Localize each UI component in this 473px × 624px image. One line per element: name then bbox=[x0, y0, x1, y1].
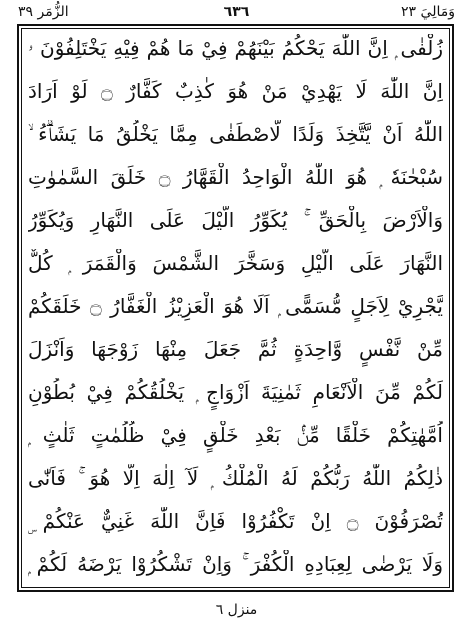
text-line: يَّجْرِيْ لِاَجَلٍ مُّسَمًّى ۭ اَلَا هُوَ الْعَزِيْزُ الْغَفَّارُ ۝ خَلَقَكُمْ bbox=[28, 294, 443, 318]
page-number: ٦٣٦ bbox=[223, 4, 250, 20]
text-line: اللّٰهُ اَنْ يَّتَّخِذَ وَلَدًا لَّاصْطَفٰى مِمَّا يَخْلُقُ مَا يَشَاۗءُ ۙ bbox=[28, 122, 443, 146]
page-header bbox=[18, 4, 455, 26]
text-line: اِنَّ اللّٰهَ لَا يَهْدِيْ مَنْ هُوَ كٰذِبٌ كَفَّارٌ ۝ لَوْ اَرَادَ bbox=[28, 79, 443, 103]
surah-label: الزُّمَر ٣٩ bbox=[18, 4, 69, 20]
text-line: تُصْرَفُوْنَ ۝ اِنْ تَكْفُرُوْا فَاِنَّ اللّٰهَ غَنِيٌّ عَنْكُمْ ۣ bbox=[28, 509, 443, 533]
juz-label: وَمَالِيَ ٢٣ bbox=[401, 4, 455, 20]
verse-text-block bbox=[28, 34, 443, 586]
text-line: زُلْفٰى ۭ اِنَّ اللّٰهَ يَحْكُمُ بَيْنَهُمْ فِيْ مَا هُمْ فِيْهِ يَخْتَلِفُوْنَ ۥ bbox=[28, 36, 443, 60]
text-line: اُمَّهٰتِكُمْ خَلْقًا مِّنْۢ بَعْدِ خَلْقٍ فِيْ ظُلُمٰتٍ ثَلٰثٍ ۭ bbox=[28, 423, 443, 447]
text-line: لَكُمْ مِّنَ الْاَنْعَامِ ثَمٰنِيَةَ اَزْوَاجٍ ۭ يَخْلُقُكُمْ فِيْ بُطُوْنِ bbox=[28, 380, 443, 404]
text-line: ذٰلِكُمُ اللّٰهُ رَبُّكُمْ لَهُ الْمُلْكُ ۭ لَآ اِلٰهَ اِلَّا هُوَ ۚ فَاَنّٰى bbox=[28, 466, 443, 490]
text-line: وَلَا يَرْضٰى لِعِبَادِهِ الْكُفْرَ ۚ وَاِنْ تَشْكُرُوْا يَرْضَهُ لَكُمْ ۭ bbox=[28, 552, 443, 576]
text-line: النَّهَارَ عَلَى الَّيْلِ وَسَخَّرَ الشَّمْسَ وَالْقَمَرَ ۭ كُلٌّ bbox=[28, 251, 443, 275]
text-line: وَالْاَرْضَ بِالْحَقِّ ۚ يُكَوِّرُ الَّيْلَ عَلَى النَّهَارِ وَيُكَوِّرُ bbox=[28, 208, 443, 232]
manzil-marker: منزل ٦ bbox=[215, 602, 258, 618]
text-line: سُبْحٰنَهٗ ۭ هُوَ اللّٰهُ الْوَاحِدُ الْقَهَّارُ ۝ خَلَقَ السَّمٰوٰتِ bbox=[28, 165, 443, 189]
text-line: مِّنْ نَّفْسٍ وَّاحِدَةٍ ثُمَّ جَعَلَ مِنْهَا زَوْجَهَا وَاَنْزَلَ bbox=[28, 337, 443, 361]
